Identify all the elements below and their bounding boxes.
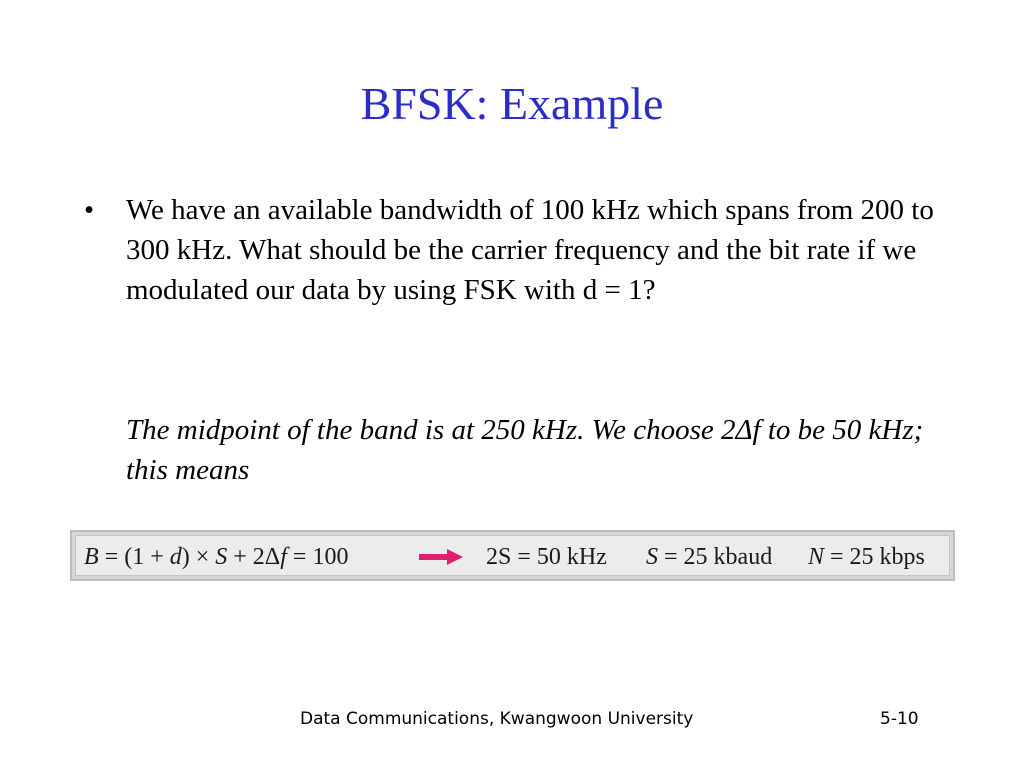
result-s — [646, 536, 772, 579]
eq-text-4: = 100 — [286, 544, 349, 570]
question-text: We have an available bandwidth of 100 kHz which spans from 200 to 300 kHz. What should be the carrier frequency and the bit rate if we modulated our data by using FSK with d = 1? — [126, 194, 934, 306]
res-text-s: = 25 kbaud — [658, 544, 773, 570]
result-n — [808, 536, 925, 579]
eq-var-b: B — [84, 544, 99, 570]
res-var-s: S — [646, 544, 658, 570]
eq-var-d: d — [169, 544, 182, 570]
eq-var-s: S — [215, 544, 228, 570]
eq-text-2: ) × — [181, 544, 216, 570]
formula-content — [75, 535, 950, 576]
result-2s: 2S = 50 kHz — [486, 544, 607, 570]
eq-text-1: = (1 + — [98, 544, 170, 570]
page-number: 5-10 — [880, 709, 919, 729]
right-arrow-icon — [419, 549, 463, 565]
footer-text: Data Communications, Kwangwoon University — [300, 709, 694, 729]
res-var-n: N — [808, 544, 825, 570]
slide-title: BFSK: Example — [360, 78, 664, 129]
eq-text-3: + 2Δ — [227, 544, 281, 570]
eq-var-f: f — [280, 544, 287, 570]
answer-text: The midpoint of the band is at 250 kHz. We choose 2Δf to be 50 kHz; this means — [126, 414, 924, 486]
bullet-icon: • — [84, 194, 95, 226]
bandwidth-equation — [84, 536, 348, 579]
res-text-n: = 25 kbps — [824, 544, 925, 570]
formula-box — [70, 530, 955, 581]
